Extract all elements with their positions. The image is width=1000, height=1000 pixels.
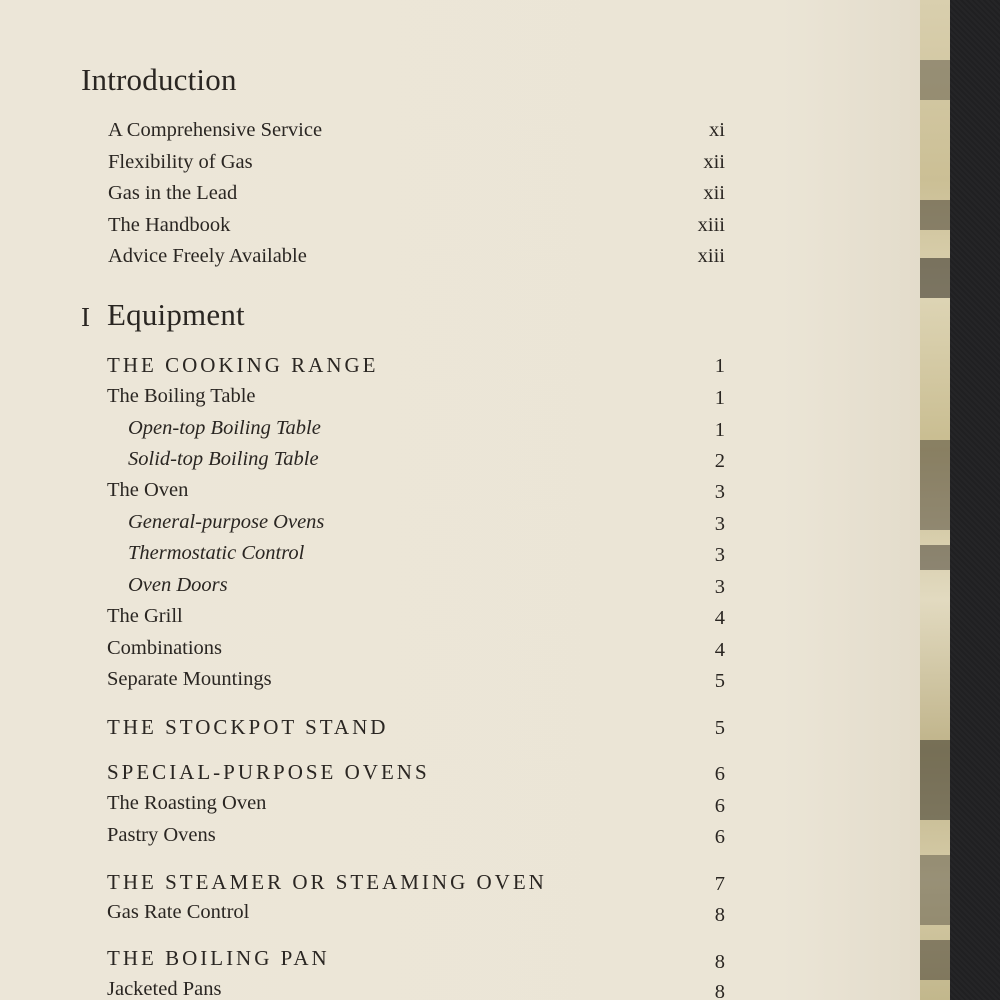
toc-entry-page: 3 <box>714 576 725 598</box>
toc-entry-page: 4 <box>714 639 725 661</box>
toc-entry-page: 3 <box>714 513 725 535</box>
toc-entry-page: xii <box>703 182 725 204</box>
toc-entry-label: Advice Freely Available <box>108 245 307 267</box>
toc-entry-page: xiii <box>697 214 725 236</box>
toc-entry-page: xi <box>709 119 725 141</box>
toc-entry-label: The Roasting Oven <box>107 792 267 814</box>
toc-entry-page: 3 <box>714 544 725 566</box>
toc-entry-label: Combinations <box>107 637 223 659</box>
toc-entry-label: The Handbook <box>108 214 231 236</box>
toc-entry-page: 1 <box>714 355 725 377</box>
toc-entry-page: 7 <box>714 873 725 895</box>
page-edge <box>920 0 950 1000</box>
toc-entry-page: 8 <box>714 981 725 1000</box>
toc-subentry-label: Oven Doors <box>128 574 228 596</box>
toc-entry-page: xiii <box>697 245 725 267</box>
toc-entry-label: Jacketed Pans <box>107 978 222 1000</box>
toc-subentry-label: Thermostatic Control <box>128 542 305 564</box>
toc-entry-page: 1 <box>714 419 725 441</box>
toc-entry-label: Flexibility of Gas <box>108 151 253 173</box>
toc-section-heading: THE BOILING PAN <box>107 946 330 970</box>
toc-entry-label: Separate Mountings <box>107 668 272 690</box>
chapter-title: Equipment <box>107 297 245 332</box>
toc-entry-page: 4 <box>714 607 725 629</box>
toc-entry-label: Pastry Ovens <box>107 824 216 846</box>
toc-section-heading: SPECIAL-PURPOSE OVENS <box>107 760 430 784</box>
toc-entry-page: 8 <box>714 951 725 973</box>
toc-section-heading: THE STOCKPOT STAND <box>107 715 389 739</box>
toc-subentry-label: General-purpose Ovens <box>128 511 325 533</box>
toc-entry-page: 8 <box>714 904 725 926</box>
toc-entry-page: 6 <box>714 795 725 817</box>
toc-entry-page: 6 <box>714 763 725 785</box>
toc-entry-page: 5 <box>714 717 725 739</box>
toc-subentry-label: Solid-top Boiling Table <box>128 448 319 470</box>
toc-entry-page: xii <box>703 151 725 173</box>
chapter-number: I <box>81 302 90 332</box>
toc-subentry-label: Open-top Boiling Table <box>128 417 321 439</box>
toc-entry-label: The Grill <box>107 605 183 627</box>
toc-entry-label: A Comprehensive Service <box>108 119 323 141</box>
toc-entry-label: Gas in the Lead <box>108 182 238 204</box>
toc-entry-page: 3 <box>714 481 725 503</box>
toc-section-heading: THE STEAMER OR STEAMING OVEN <box>107 870 547 894</box>
toc-entry-page: 6 <box>714 826 725 848</box>
toc-entry-page: 2 <box>714 450 725 472</box>
toc-entry-page: 1 <box>714 387 725 409</box>
introduction-heading: Introduction <box>81 62 237 97</box>
toc-entry-page: 5 <box>714 670 725 692</box>
toc-entry-label: The Boiling Table <box>107 385 256 407</box>
toc-section-heading: THE COOKING RANGE <box>107 353 379 377</box>
toc-entry-label: Gas Rate Control <box>107 901 250 923</box>
book-cover <box>950 0 1000 1000</box>
toc-entry-label: The Oven <box>107 479 189 501</box>
